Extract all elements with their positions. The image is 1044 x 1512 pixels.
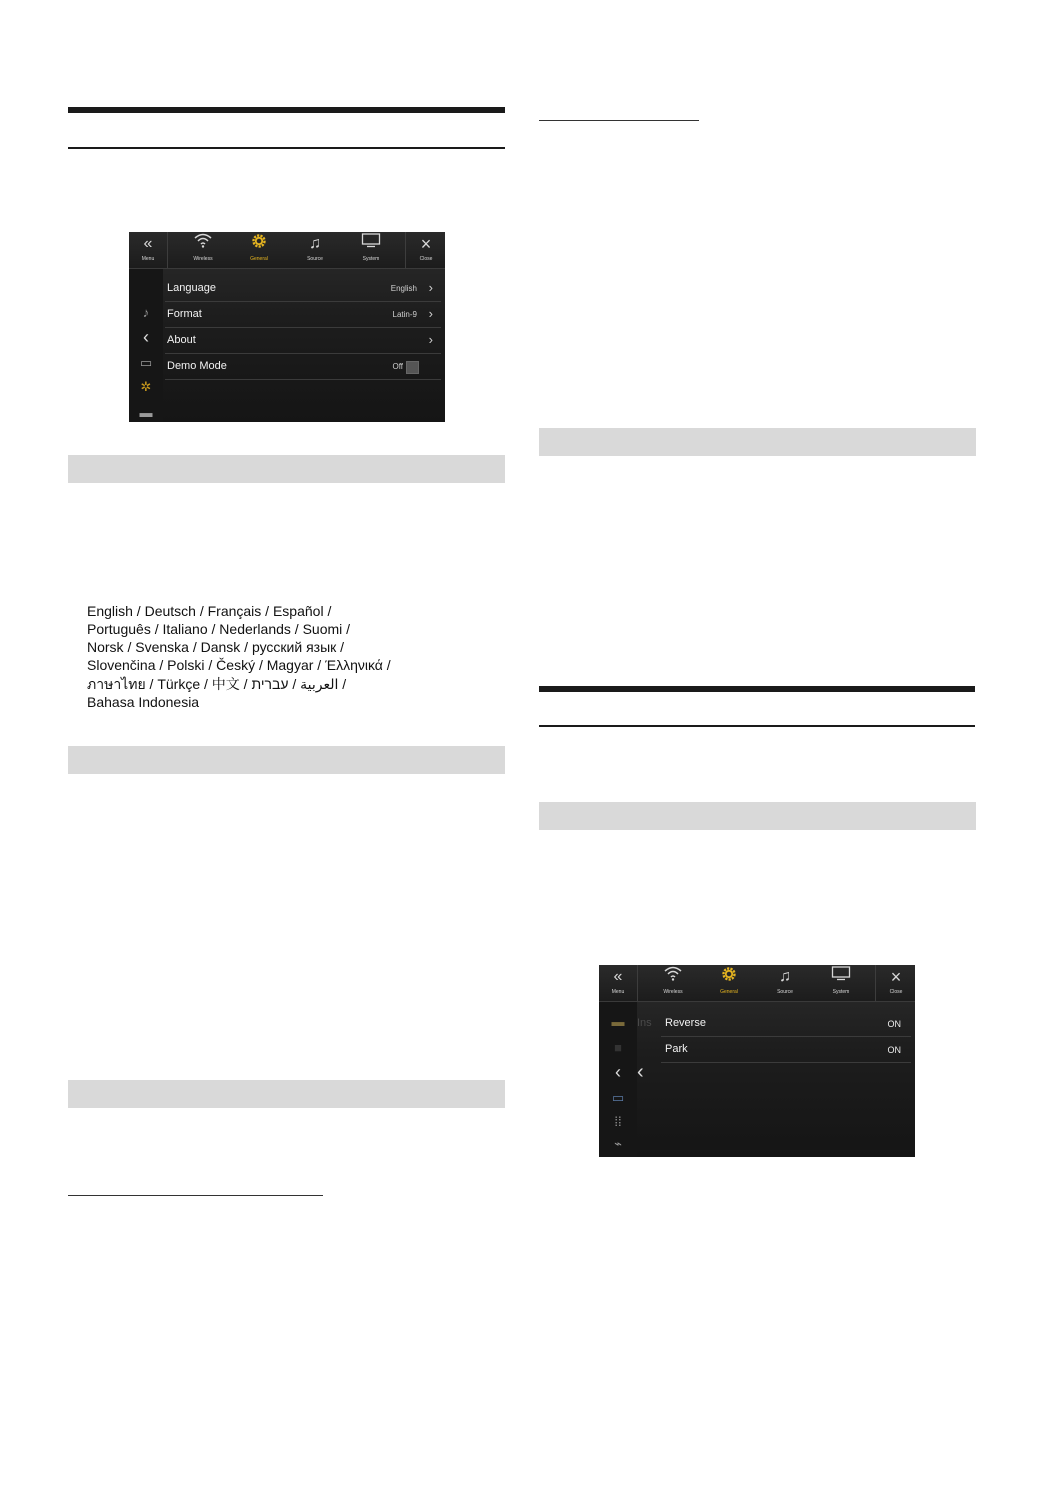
setting-value: Off	[392, 362, 403, 371]
back-chevron-icon[interactable]: ‹	[637, 1061, 644, 1083]
chevron-right-icon: ›	[428, 306, 433, 321]
tab-menu[interactable]	[599, 965, 637, 1001]
demo-mode-toggle[interactable]	[406, 361, 419, 374]
setting-row-park[interactable]	[661, 1037, 911, 1063]
tab-general[interactable]	[703, 965, 755, 1001]
music-icon: ♫	[309, 235, 321, 252]
setting-row-demo-mode[interactable]	[165, 354, 441, 380]
tab-wireless[interactable]	[177, 232, 229, 268]
music-icon: ♫	[779, 968, 791, 985]
setting-value: English	[390, 284, 417, 293]
back-chevron-icon[interactable]: ‹	[615, 1062, 621, 1082]
tab-system[interactable]	[345, 232, 397, 268]
setting-label: Format	[167, 308, 202, 320]
setting-label: Demo Mode	[167, 360, 227, 372]
divider	[875, 965, 876, 1001]
language-list-line: English / Deutsch / Français / Español /	[87, 603, 332, 619]
language-list-line: Bahasa Indonesia	[87, 694, 200, 710]
double-chevron-left-icon: «	[143, 235, 153, 252]
section-header-bar	[68, 746, 505, 774]
underline-rule	[68, 1195, 323, 1196]
close-icon: ×	[890, 967, 902, 987]
section-rule-bottom	[68, 147, 505, 149]
camera-icon: ▭	[611, 1090, 625, 1105]
blank-tile-icon: ■	[614, 1040, 622, 1055]
language-list-line: Slovenčina / Polski / Český / Magyar / Έλληνικά /	[87, 657, 391, 673]
tab-general[interactable]	[233, 232, 285, 268]
tab-menu[interactable]	[129, 232, 167, 268]
setting-value: Latin-9	[392, 310, 417, 319]
language-list-line: ภาษาไทย / Türkçe / 中文 / العربية / עברית /	[87, 676, 347, 692]
section-rule-bottom	[539, 725, 975, 727]
tab-wireless[interactable]	[647, 965, 699, 1001]
tab-wireless-label: Wireless	[663, 989, 683, 995]
tab-close[interactable]	[407, 232, 445, 268]
tab-source-label: Source	[777, 989, 793, 995]
setting-row-reverse[interactable]	[661, 1011, 911, 1037]
setting-label: Reverse	[665, 1017, 706, 1029]
tab-menu-label: Menu	[141, 256, 155, 262]
settings-screenshot-general	[129, 232, 445, 422]
wifi-icon	[177, 232, 229, 256]
section-header-bar	[539, 802, 976, 830]
tab-wireless-label: Wireless	[193, 256, 213, 262]
language-list-line: Português / Italiano / Nederlands / Suomi /	[87, 621, 351, 637]
music-icon: ♪	[142, 305, 150, 320]
left-sidebar	[129, 269, 163, 422]
monitor-icon	[815, 965, 867, 989]
gear-icon	[233, 232, 285, 256]
settings-screenshot-installation	[599, 965, 915, 1157]
tab-close-label: Close	[419, 256, 433, 262]
car-icon: ▬	[611, 1014, 625, 1029]
monitor-icon: ▭	[139, 355, 153, 370]
setting-row-format[interactable]	[165, 302, 441, 328]
chevron-right-icon: ›	[428, 280, 433, 295]
section-rule-top	[539, 686, 975, 692]
top-tab-bar	[129, 232, 445, 269]
section-header-bar	[68, 455, 505, 483]
tab-general-label: General	[250, 256, 268, 262]
gear-icon: ✲	[140, 379, 152, 394]
language-list-line: Norsk / Svenska / Dansk / русский язык /	[87, 639, 345, 655]
tab-system-label: System	[362, 256, 380, 262]
section-header-bar	[539, 428, 976, 456]
underline-rule	[539, 120, 699, 121]
setting-label: Language	[167, 282, 216, 294]
tab-source[interactable]	[759, 965, 811, 1001]
tab-source-label: Source	[307, 256, 323, 262]
top-tab-bar	[599, 965, 915, 1002]
tab-close-label: Close	[889, 989, 903, 995]
gear-icon	[703, 965, 755, 989]
setting-row-language[interactable]	[165, 276, 441, 302]
device-icon: ▬	[139, 405, 153, 420]
tab-system[interactable]	[815, 965, 867, 1001]
tab-system-label: System	[832, 989, 850, 995]
back-chevron-icon[interactable]: ‹	[143, 327, 149, 347]
setting-label: Park	[665, 1043, 688, 1055]
wifi-icon	[647, 965, 699, 989]
monitor-icon	[345, 232, 397, 256]
divider	[405, 232, 406, 268]
tab-general-label: General	[720, 989, 738, 995]
tab-close[interactable]	[877, 965, 915, 1001]
double-chevron-left-icon: «	[613, 968, 623, 985]
speaker-icon: ⁞⁞	[614, 1114, 622, 1129]
chevron-right-icon: ›	[428, 332, 433, 347]
close-icon: ×	[420, 234, 432, 254]
setting-label: About	[167, 334, 196, 346]
setting-value: ON	[887, 1019, 901, 1029]
setting-value: ON	[887, 1045, 901, 1055]
tab-source[interactable]	[289, 232, 341, 268]
divider	[637, 965, 638, 1001]
left-sidebar	[599, 1002, 637, 1157]
tab-menu-label: Menu	[611, 989, 625, 995]
divider	[167, 232, 168, 268]
faded-row-label: Ins	[637, 1017, 652, 1029]
section-header-bar	[68, 1080, 505, 1108]
setting-row-about[interactable]	[165, 328, 441, 354]
plug-icon: ⌁	[614, 1136, 622, 1151]
section-rule-top	[68, 107, 505, 113]
